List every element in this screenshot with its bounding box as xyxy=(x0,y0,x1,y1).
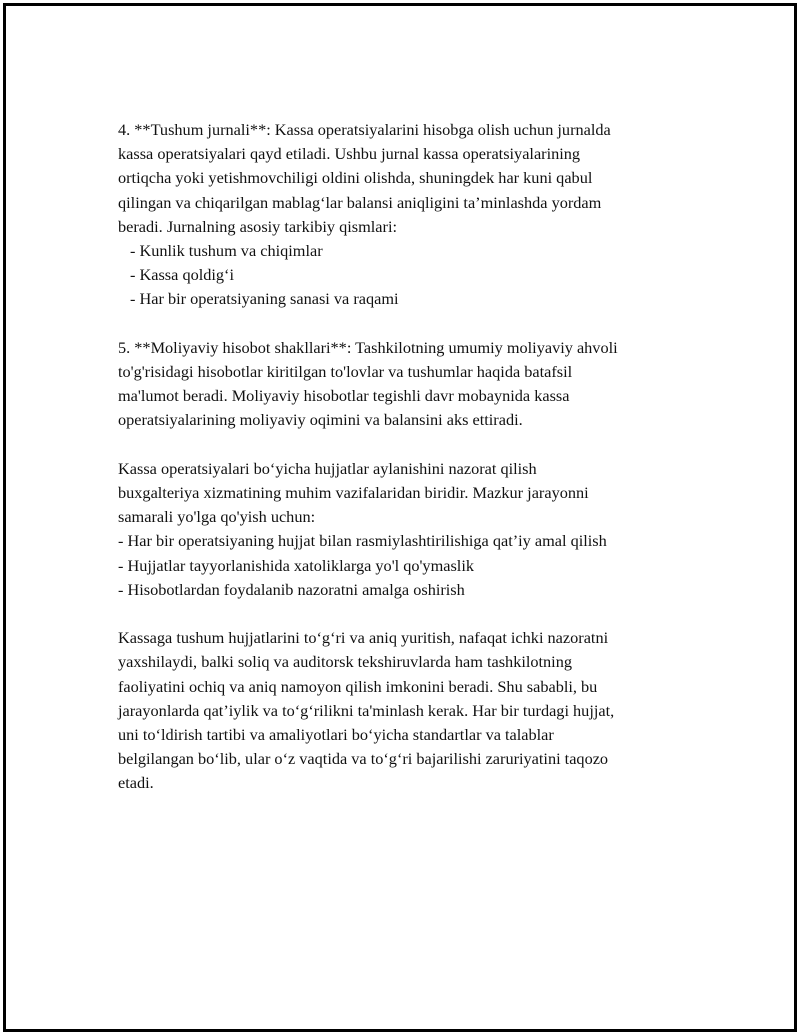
paragraph-line: belgilangan bo‘lib, ular o‘z vaqtida va to‘g‘ri bajarilishi zaruriyatini taqozo xyxy=(118,749,609,769)
paragraph-line: 4. **Tushum jurnali**: Kassa operatsiyalarini hisobga olish uchun jurnalda xyxy=(118,120,611,139)
paragraph-spacer xyxy=(118,433,708,457)
section-moliyaviy-hisobot xyxy=(118,336,708,433)
list-item: - Hisobotlardan foydalanib nazoratni amalga oshirish xyxy=(118,579,465,599)
document-body xyxy=(118,118,708,796)
section-tushum-jurnali xyxy=(118,118,708,312)
paragraph-line: buxgalteriya xizmatining muhim vazifalaridan biridir. Mazkur jarayonni xyxy=(118,483,589,503)
paragraph-line: ma'lumot beradi. Moliyaviy hisobotlar tegishli davr mobaynida kassa xyxy=(118,386,570,406)
list-item: - Har bir operatsiyaning sanasi va raqami xyxy=(130,289,399,309)
paragraph-line: to'g'risidagi hisobotlar kiritilgan to'lovlar va tushumlar haqida batafsil xyxy=(118,362,573,382)
paragraph-line: 5. **Moliyaviy hisobot shakllari**: Tashkilotning umumiy moliyaviy ahvoli xyxy=(118,337,618,357)
paragraph-nazorat xyxy=(118,457,708,602)
paragraph-line: operatsiyalarining moliyaviy oqimini va balansini aks ettiradi. xyxy=(118,410,523,430)
paragraph-line: jarayonlarda qat’iylik va to‘g‘rilikni ta'minlash kerak. Har bir turdagi hujjat, xyxy=(118,700,615,720)
paragraph-line: samarali yo'lga qo'yish uchun: xyxy=(118,507,316,527)
paragraph-spacer xyxy=(118,312,708,336)
list-item: - Har bir operatsiyaning hujjat bilan rasmiylashtirilishiga qat’iy amal qilish xyxy=(118,531,607,551)
paragraph-line: beradi. Jurnalning asosiy tarkibiy qismlari: xyxy=(118,216,397,236)
paragraph-line: yaxshilaydi, balki soliq va auditorsk tekshiruvlarda ham tashkilotning xyxy=(118,652,572,672)
paragraph-line: kassa operatsiyalari qayd etiladi. Ushbu jurnal kassa operatsiyalarining xyxy=(118,144,581,164)
list-item: - Hujjatlar tayyorlanishida xatoliklarga yo'l qo'ymaslik xyxy=(118,555,474,575)
paragraph-line: Kassa operatsiyalari bo‘yicha hujjatlar aylanishini nazorat qilish xyxy=(118,458,537,478)
paragraph-line: ortiqcha yoki yetishmovchiligi oldini olishda, shuningdek har kuni qabul xyxy=(118,168,593,188)
paragraph-line: faoliyatini ochiq va aniq namoyon qilish imkonini beradi. Shu sababli, bu xyxy=(118,676,598,696)
paragraph-line: etadi. xyxy=(118,773,154,793)
paragraph-line: uni to‘ldirish tartibi va amaliyotlari bo‘yicha standartlar va talablar xyxy=(118,725,554,745)
list-item: - Kassa qoldig‘i xyxy=(130,265,234,285)
paragraph-xulosa xyxy=(118,626,708,795)
paragraph-spacer xyxy=(118,602,708,626)
paragraph-line: Kassaga tushum hujjatlarini to‘g‘ri va aniq yuritish, nafaqat ichki nazoratni xyxy=(118,628,609,648)
list-item: - Kunlik tushum va chiqimlar xyxy=(130,241,323,261)
paragraph-line: qilingan va chiqarilgan mablag‘lar balansi aniqligini ta’minlashda yordam xyxy=(118,192,602,212)
